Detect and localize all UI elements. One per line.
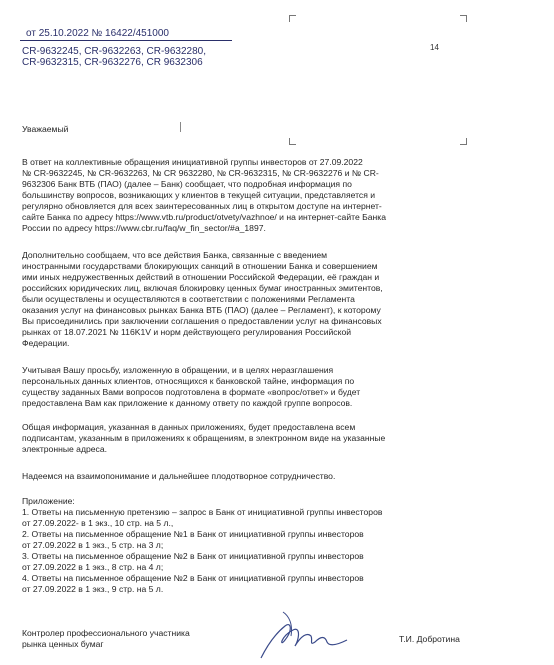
text-line: В ответ на коллективные обращения инициативной группы инвесторов от 27.09.2022 <box>22 157 363 167</box>
paragraph-1 <box>22 157 386 234</box>
text-line: Федерации. <box>22 338 70 348</box>
paragraph-2 <box>22 250 383 349</box>
paragraph-3 <box>22 365 360 409</box>
window-corner-mark <box>289 138 296 145</box>
attachment-item: от 27.09.2022- в 1 экз., 10 стр. на 5 л., <box>22 518 174 528</box>
signer-position-line: Контролер профессионального участника <box>22 628 190 638</box>
attachment-item: от 27.09.2022 в 1 экз., 9 стр. на 5 л. <box>22 584 164 594</box>
signer-position <box>22 628 190 650</box>
attachment-item: 2. Ответы на письменное обращение №1 в Банк от инициативной группы инвесторов <box>22 529 364 539</box>
text-line: подписантам, указанным в приложениях к обращениям, в электронном виде на указанные <box>22 433 386 443</box>
attachment-item: 3. Ответы на письменное обращение №2 в Банк от инициативной группы инвесторов <box>22 551 364 561</box>
request-refs <box>22 46 206 68</box>
text-line: были осуществлены и осуществляются в соответствии с положениями Регламента <box>22 294 355 304</box>
text-line: оказания услуг на финансовых рынках Банка ВТБ (ПАО) (далее – Регламент), к которому <box>22 305 381 315</box>
handwritten-signature <box>255 606 355 664</box>
text-line: Учитывая Вашу просьбу, изложенную в обращении, и в целях неразглашения <box>22 365 334 375</box>
request-refs-line: CR-9632245, CR-9632263, CR-9632280, <box>22 46 207 57</box>
text-line: Общая информация, указанная в данных приложениях, будет предоставлена всем <box>22 422 356 432</box>
text-line: регулярно обновляется для всех заинтересованных лиц в открытом доступе на интернет- <box>22 201 382 211</box>
text-line: электронные адреса. <box>22 444 107 454</box>
text-line: сайте Банка по адресу https://www.vtb.ru/product/otvety/vazhnoe/ и на интернет-сайте Банка <box>22 212 387 222</box>
paragraph-4 <box>22 422 385 455</box>
text-line: № CR-9632245, № CR-9632263, № CR 9632280, № CR-9632315, № CR-9632276 и № CR- <box>22 168 379 178</box>
letter-date-number: от 25.10.2022 № 16422/451000 <box>26 28 169 39</box>
text-line: России по адресу https://www.cbr.ru/faq/w_fin_sector/#a_1897. <box>22 223 266 233</box>
signatory-name: Т.И. Добротина <box>399 634 460 644</box>
attachments-list <box>22 496 382 595</box>
attachment-item: 1. Ответы на письменную претензию – запрос в Банк от инициативной группы инвесторов <box>22 507 383 517</box>
text-line: 9632306 Банк ВТБ (ПАО) (далее – Банк) сообщает, что подробная информация по <box>22 179 352 189</box>
text-line: рынках от 18.07.2021 № 116K1V и норм действующего регулирования Российской <box>22 327 352 337</box>
request-refs-line: CR-9632315, CR-9632276, CR 9632306 <box>22 57 203 68</box>
signer-position-line: рынка ценных бумаг <box>22 639 104 649</box>
text-line: большинству вопросов, возникающих у клиентов в текущей ситуации, представляется и <box>22 190 376 200</box>
text-line: Дополнительно сообщаем, что все действия Банка, связанные с введением <box>22 250 328 260</box>
page-number: 14 <box>430 43 439 52</box>
greeting: Уважаемый <box>22 124 69 134</box>
text-line: Вы присоединились при заключении соглашения о предоставлении услуг на финансовых <box>22 316 382 326</box>
text-line: ими иных недружественных действий в отношении Российской Федерации, её граждан и <box>22 272 380 282</box>
text-line: существу заданных Вами вопросов подготовлена в формате «вопрос/ответ» и будет <box>22 387 361 397</box>
text-line: предоставлена Вам как приложение к данному ответу по каждой группе вопросов. <box>22 398 353 408</box>
attachments-heading: Приложение: <box>22 496 75 506</box>
date-underline <box>20 40 232 41</box>
window-corner-mark <box>289 15 296 22</box>
text-line: иностранными государствами блокирующих санкций в отношении Банка и совершением <box>22 261 378 271</box>
name-redaction-mark <box>180 122 181 132</box>
text-line: персональных данных клиентов, относящихся к банковской тайне, информация по <box>22 376 355 386</box>
paragraph-5 <box>22 471 335 482</box>
window-corner-mark <box>460 15 467 22</box>
text-line: российских юридических лиц, включая блокировку ценных бумаг иностранных эмитентов, <box>22 283 383 293</box>
text-line: Надеемся на взаимопонимание и дальнейшее плодотворное сотрудничество. <box>22 471 336 481</box>
attachment-item: от 27.09.2022 в 1 экз., 5 стр. на 3 л; <box>22 540 164 550</box>
attachment-item: 4. Ответы на письменное обращение №2 в Банк от инициативной группы инвесторов <box>22 573 364 583</box>
window-corner-mark <box>460 138 467 145</box>
attachment-item: от 27.09.2022 в 1 экз., 8 стр. на 4 л; <box>22 562 164 572</box>
